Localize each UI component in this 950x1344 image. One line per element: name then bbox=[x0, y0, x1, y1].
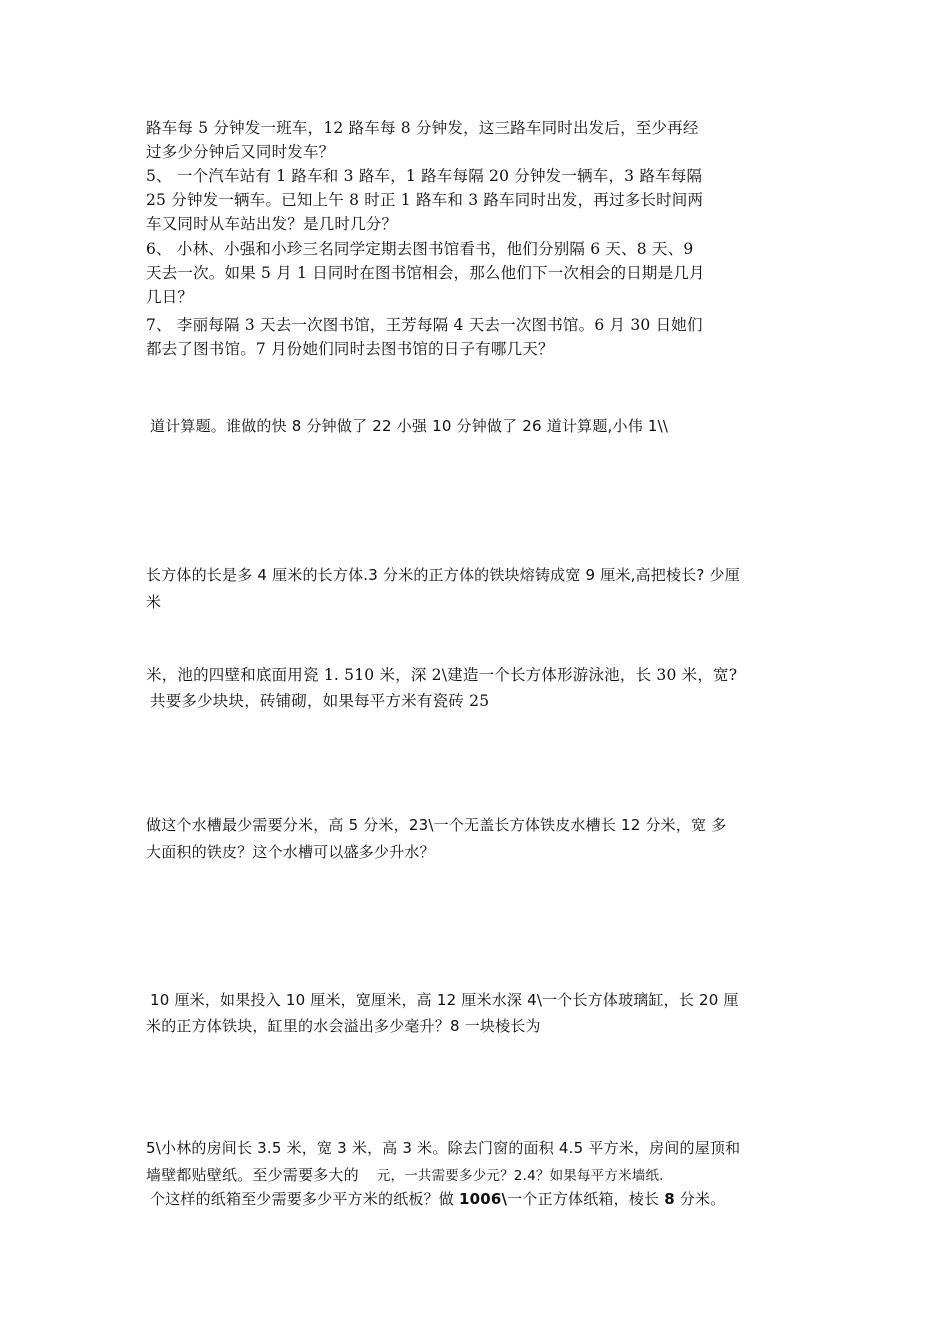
text-line: 都去了图书馆。7 月份她们同时去图书馆的日子有哪几天？ bbox=[146, 340, 554, 358]
text-line: 7、 李丽每隔 3 天去一次图书馆，王芳每隔 4 天去一次图书馆。6 月 30 日她们 bbox=[146, 316, 703, 334]
text-line: 米 bbox=[146, 593, 162, 611]
text-fragment: 个这样的纸箱至少需要多少平方米的纸板？做 bbox=[150, 1190, 459, 1208]
text-fragment: 元，一共需要多少元？2.4？如果每平方米墙纸. bbox=[376, 1168, 664, 1184]
text-line: 做这个水槽最少需要分米，高 5 分米，23\一个无盖长方体铁皮水槽长 12 分米，宽 多 bbox=[146, 816, 727, 834]
text-line: 路车每 5 分钟发一班车，12 路车每 8 分钟发，这三路车同时出发后，至少再经 bbox=[146, 119, 699, 137]
text-line: 过多少分钟后又同时发车？ bbox=[146, 143, 335, 161]
text-line: 共要多少块块，砖铺砌，如果每平方米有瓷砖 25 bbox=[150, 692, 490, 710]
text-fragment: 1006\ bbox=[458, 1190, 508, 1208]
text-line: 25 分钟发一辆车。已知上午 8 时正 1 路车和 3 路车同时出发，再过多长时间两 bbox=[146, 191, 704, 209]
text-line: 6、 小林、小强和小珍三名同学定期去图书馆看书，他们分别隔 6 天、8 天、9 bbox=[146, 240, 694, 258]
text-line: 5\小林的房间长 3.5 米，宽 3 米，高 3 米。除去门窗的面积 4.5 平方米，房间的屋顶和 bbox=[146, 1139, 741, 1157]
text-fragment: 分米。 bbox=[674, 1190, 726, 1208]
text-line: 长方体的长是多 4 厘米的长方体.3 分米的正方体的铁块熔铸成宽 9 厘米,高把棱长? 少厘 bbox=[146, 566, 740, 584]
text-line: 几日？ bbox=[146, 288, 194, 306]
text-line bbox=[146, 1163, 826, 1188]
text-line: 天去一次。如果 5 月 1 日同时在图书馆相会，那么他们下一次相会的日期是几月 bbox=[146, 264, 705, 282]
text-fragment: 一个正方体纸箱，棱长 bbox=[507, 1190, 665, 1208]
text-line bbox=[150, 1187, 830, 1211]
text-line: 道计算题。谁做的快 8 分钟做了 22 小强 10 分钟做了 26 道计算题,小伟 1\\ bbox=[150, 417, 669, 435]
text-line: 米，池的四壁和底面用瓷 1. 510 米，深 2\建造一个长方体形游泳池，长 30 米，宽? bbox=[146, 666, 738, 684]
text-line: 5、 一个汽车站有 1 路车和 3 路车，1 路车每隔 20 分钟发一辆车，3 路车每隔 bbox=[146, 167, 703, 185]
text-fragment: 8 bbox=[664, 1190, 675, 1208]
text-line: 大面积的铁皮？这个水槽可以盛多少升水？ bbox=[146, 843, 435, 861]
text-fragment: 墙壁都贴壁纸。至少需要多大的 bbox=[146, 1166, 359, 1184]
text-line: 车又同时从车站出发？是几时几分？ bbox=[146, 215, 398, 233]
text-line: 10 厘米，如果投入 10 厘米，宽厘米，高 12 厘米水深 4\一个长方体玻璃缸，长 20 厘 bbox=[150, 991, 739, 1009]
text-line: 米的正方体铁块，缸里的水会溢出多少毫升？8 一块棱长为 bbox=[146, 1017, 541, 1035]
